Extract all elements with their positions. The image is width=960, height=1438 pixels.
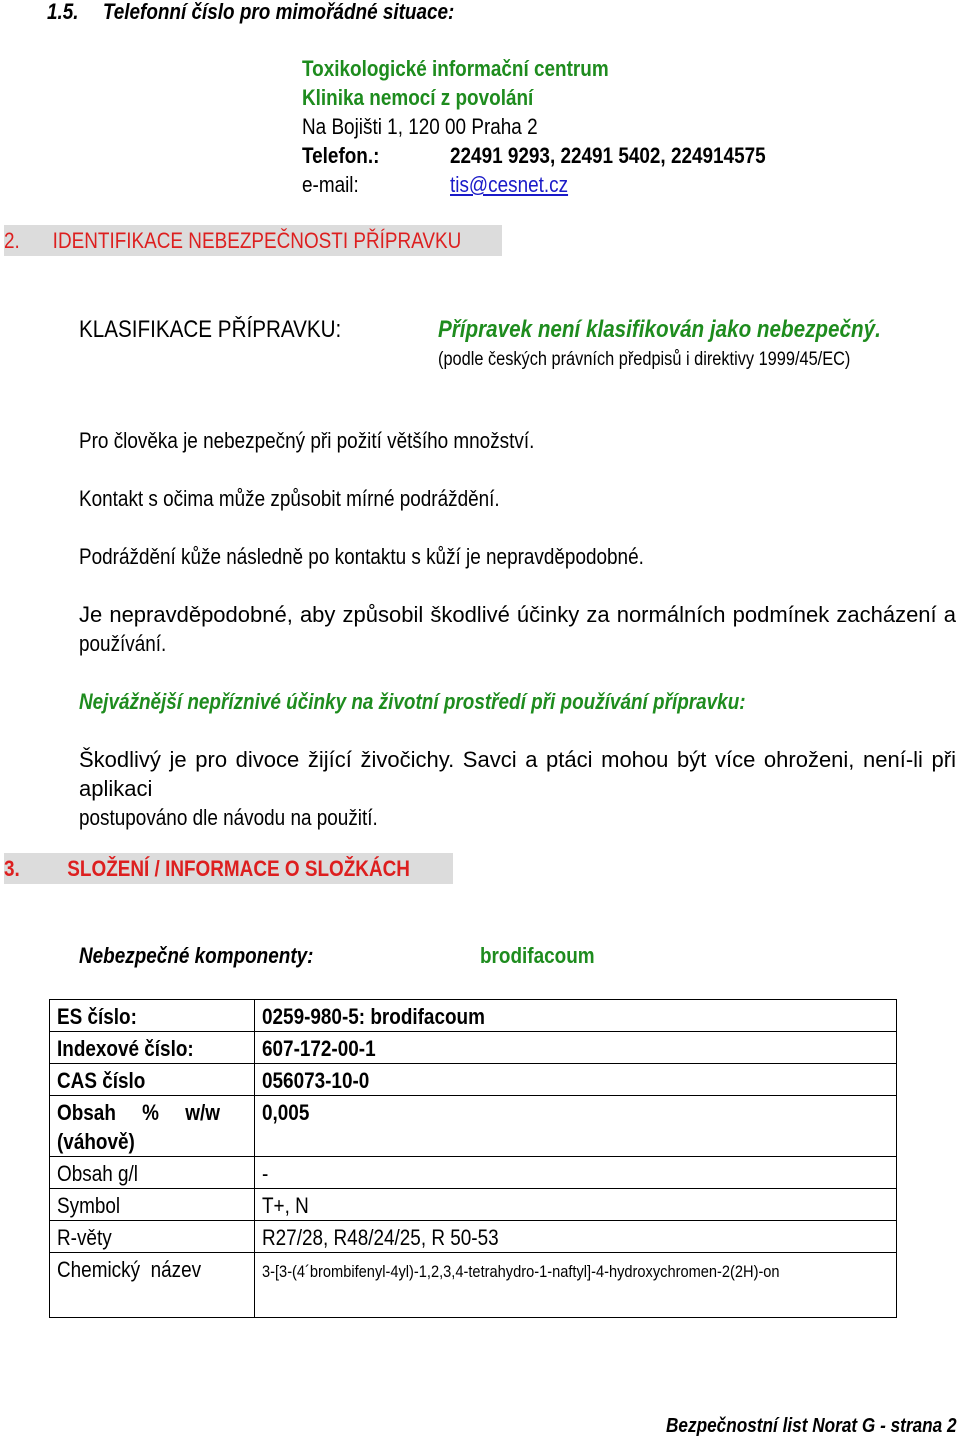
classification-label: KLASIFIKACE PŘÍPRAVKU: (79, 316, 342, 343)
cell-text: ES číslo: (57, 1004, 137, 1029)
table-key (50, 1189, 255, 1221)
section-title: IDENTIFIKACE NEBEZPEČNOSTI PŘÍPRAVKU (52, 228, 462, 253)
hazard-eyes: Kontakt s očima může způsobit mírné podráždění. (79, 486, 500, 511)
classification-note: (podle českých právních předpisů i direktivy 1999/45/EC) (438, 349, 851, 370)
table-row (50, 1253, 897, 1318)
phone-label: Telefon.: (302, 143, 380, 168)
table-row (50, 1189, 897, 1221)
paragraph-line: používání. (79, 631, 167, 656)
cell-text: CAS číslo (57, 1068, 146, 1093)
table-value (255, 1064, 897, 1096)
table-key (50, 1064, 255, 1096)
cell-text: R27/28, R48/24/25, R 50-53 (262, 1225, 500, 1250)
email-link[interactable]: tis@cesnet.cz (450, 172, 569, 197)
table-key (50, 1096, 255, 1157)
classification-value: Přípravek není klasifikován jako nebezpečný. (438, 316, 881, 343)
table-key (50, 1253, 255, 1318)
hazard-handling (79, 600, 956, 658)
hazard-ingestion: Pro člověka je nebezpečný při požití většího množství. (79, 428, 535, 453)
table-row (50, 1000, 897, 1032)
hazard-environment (79, 745, 956, 832)
components-label: Nebezpečné komponenty: (79, 943, 314, 968)
phone-value: 22491 9293, 22491 5402, 224914575 (450, 143, 766, 168)
composition-table (49, 999, 897, 1318)
section-3-heading (4, 855, 410, 883)
cell-text: R-věty (57, 1225, 112, 1250)
email-label: e-mail: (302, 172, 359, 197)
paragraph-line: Je nepravděpodobné, aby způsobil škodlivé účinky za normálních podmínek zacházení a (79, 602, 956, 627)
toxicology-center: Toxikologické informační centrum (302, 56, 609, 81)
table-key (50, 1157, 255, 1189)
cell-text: T+, N (262, 1193, 310, 1218)
cell-text: 056073-10-0 (262, 1068, 370, 1093)
cell-text: Chemický název (57, 1257, 202, 1282)
chemical-name: 3-[3-(4´brombifenyl-4yl)-1,2,3,4-tetrahydro-1-naftyl]-4-hydroxychromen-2(2H)-on (262, 1262, 781, 1281)
table-key (50, 1032, 255, 1064)
table-row (50, 1064, 897, 1096)
section-title: Telefonní číslo pro mimořádné situace: (102, 0, 455, 24)
page-footer: Bezpečnostní list Norat G - strana 2 (666, 1415, 957, 1437)
cell-text: - (262, 1161, 269, 1186)
section-number: 3. (4, 856, 20, 881)
table-value (255, 1157, 897, 1189)
cell-text: 0,005 (262, 1100, 310, 1125)
section-number: 1.5. (47, 0, 79, 24)
cell-text: Symbol (57, 1193, 121, 1218)
paragraph-line: postupováno dle návodu na použití. (79, 805, 378, 830)
cell-text: Obsah % w/w (57, 1100, 220, 1125)
table-value (255, 1096, 897, 1157)
table-value (255, 1032, 897, 1064)
table-value (255, 1189, 897, 1221)
components-value: brodifacoum (480, 943, 595, 968)
table-value (255, 1000, 897, 1032)
cell-text: (váhově) (57, 1129, 135, 1154)
table-key (50, 1000, 255, 1032)
cell-text: Obsah g/l (57, 1161, 138, 1186)
paragraph-line: Škodlivý je pro divoce žijící živočichy. Savci a ptáci mohou být více ohroženi, není-li při aplikaci (79, 747, 956, 801)
cell-text: Indexové číslo: (57, 1036, 194, 1061)
table-key (50, 1221, 255, 1253)
table-value (255, 1253, 897, 1318)
section-title: SLOŽENÍ / INFORMACE O SLOŽKÁCH (67, 856, 410, 881)
table-value (255, 1221, 897, 1253)
cell-text: 607-172-00-1 (262, 1036, 377, 1061)
hazard-skin: Podráždění kůže následně po kontaktu s kůží je nepravděpodobné. (79, 544, 644, 569)
table-row (50, 1032, 897, 1064)
table-row (50, 1221, 897, 1253)
environment-heading: Nejvážnější nepříznivé účinky na životní prostředí při používání přípravku: (79, 689, 746, 714)
clinic-name: Klinika nemocí z povolání (302, 85, 534, 110)
section-number: 2. (4, 228, 20, 253)
table-row (50, 1157, 897, 1189)
cell-text: 0259-980-5: brodifacoum (262, 1004, 486, 1029)
section-2-heading (4, 227, 461, 255)
table-row (50, 1096, 897, 1157)
address: Na Bojišti 1, 120 00 Praha 2 (302, 114, 538, 139)
section-1-5-heading (47, 0, 454, 26)
